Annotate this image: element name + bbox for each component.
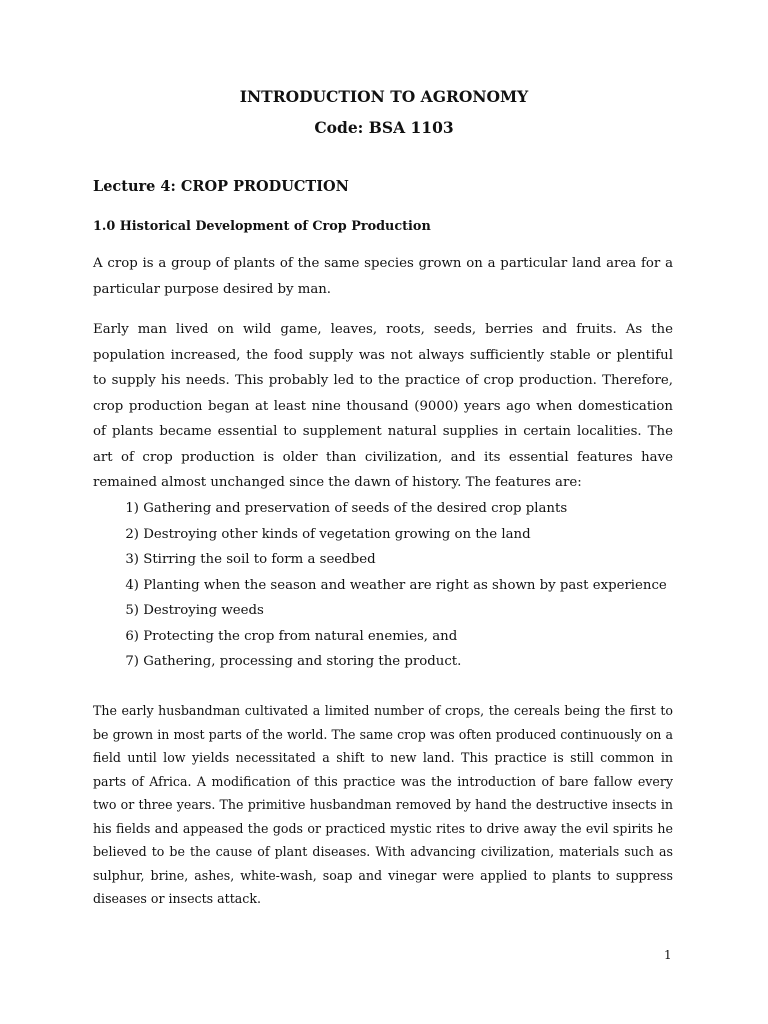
list-item xyxy=(93,573,673,599)
paragraph-husbandman: The early husbandman cultivated a limited number of crops, the cereals being the first to be grown in most parts of the world. The same crop was often produced continuously on a field until low yields necessitated a shift to new land. This practice is still common in parts of Africa. A modification of this practice was the introduction of bare fallow every two or three years. The primitive husbandman removed by hand the destructive insects in his fields and appeased the gods or practiced mystic rites to drive away the evil spirits he believed to be the cause of plant diseases. With advancing civilization, materials such as sulphur, brine, ashes, white-wash, soap and vinegar were applied to plants to suppress diseases or insects attack. xyxy=(93,703,673,906)
list-item xyxy=(93,522,673,548)
section-heading: 1.0 Historical Development of Crop Production xyxy=(93,219,431,234)
list-item-text: Gathering and preservation of seeds of the desired crop plants xyxy=(143,501,568,516)
list-item-number: 5) xyxy=(125,603,139,618)
course-code: Code: BSA 1103 xyxy=(314,118,454,137)
list-item xyxy=(93,496,673,522)
list-item-text: Destroying other kinds of vegetation growing on the land xyxy=(143,526,531,542)
paragraph-definition: A crop is a group of plants of the same species grown on a particular land area for a particular purpose desired by man. xyxy=(93,256,673,297)
page-number: 1 xyxy=(664,948,672,962)
features-list xyxy=(93,496,673,675)
paragraph-history: Early man lived on wild game, leaves, roots, seeds, berries and fruits. As the population increased, the food supply was not always sufficiently stable or plentiful to supply his needs. This probably led to the practice of crop production. Therefore, crop production began at least nine thousand (9000) years ago when domestication of plants became essential to supplement natural supplies in certain localities. The art of crop production is older than civilization, and its essential features have remained almost unchanged since the dawn of history. The features are: xyxy=(93,322,673,490)
list-item-number: 4) xyxy=(125,577,139,593)
list-item xyxy=(93,598,673,624)
list-item-text: Planting when the season and weather are right as shown by past experience xyxy=(143,577,667,593)
list-item xyxy=(93,624,673,650)
list-item-text: Destroying weeds xyxy=(143,603,264,618)
list-item xyxy=(93,547,673,573)
list-item-text: Protecting the crop from natural enemies, and xyxy=(143,628,458,644)
list-item-text: Stirring the soil to form a seedbed xyxy=(143,552,376,567)
lecture-heading: Lecture 4: CROP PRODUCTION xyxy=(93,178,349,195)
list-item-number: 2) xyxy=(125,526,139,542)
list-item-text: Gathering, processing and storing the product. xyxy=(143,654,462,669)
list-item-number: 3) xyxy=(125,552,139,567)
list-item-number: 6) xyxy=(125,628,139,644)
course-title: INTRODUCTION TO AGRONOMY xyxy=(239,87,529,106)
list-item-number: 7) xyxy=(125,654,139,669)
list-item-number: 1) xyxy=(125,501,139,516)
list-item xyxy=(93,649,673,675)
